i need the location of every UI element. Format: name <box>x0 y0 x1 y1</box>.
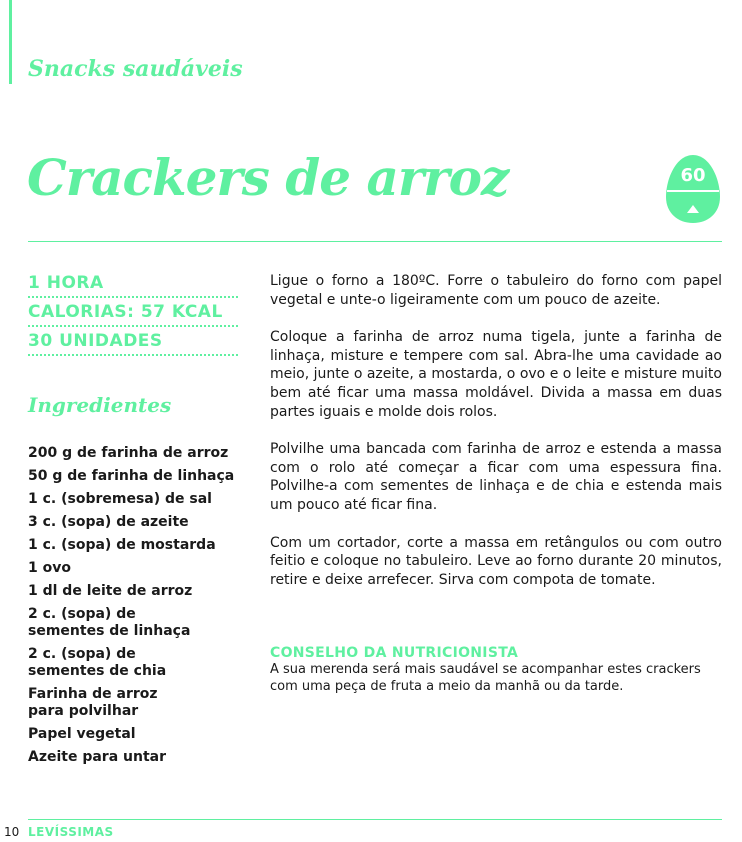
ingredients-list <box>28 445 248 772</box>
ingredient-item: 50 g de farinha de linhaça <box>28 468 235 484</box>
ingredient-item: 200 g de farinha de arroz <box>28 445 229 461</box>
ingredient-item: 1 c. (sobremesa) de sal <box>28 491 212 507</box>
footer-divider <box>28 819 722 820</box>
method-step: Polvilhe uma bancada com farinha de arroz e estenda a massa com o rolo até começar a ficar com uma espessura fina. Polvilhe-a com sementes de linhaça e de chia e estenda mais um pouco até ficar fina. <box>270 441 722 513</box>
section-label: Snacks saudáveis <box>28 56 243 82</box>
tip-text: A sua merenda será mais saudável se acompanhar estes crackers com uma peça de fruta a meio da manhã ou da tarde. <box>270 662 701 694</box>
method-step: Com um cortador, corte a massa em retângulos ou com outro feitio e coloque no tabuleiro. Leve ao forno durante 20 minutos, retire e deixe arrefecer. Sirva com compota de tomate. <box>270 534 722 588</box>
ingredient-item: 2 c. (sopa) de sementes de linhaça <box>28 606 191 639</box>
timer-minutes: 60 <box>680 165 706 186</box>
meta-calories: CALORIAS: 57 KCAL <box>28 302 238 327</box>
ingredient-item: Azeite para untar <box>28 749 167 765</box>
meta-time: 1 HORA <box>28 273 238 298</box>
ingredient-item: 1 dl de leite de arroz <box>28 583 193 599</box>
nutritionist-tip <box>270 645 722 695</box>
method-step: Ligue o forno a 180ºC. Forre o tabuleiro do forno com papel vegetal e unte-o ligeiramente com um pouco de azeite. <box>270 273 722 308</box>
ingredient-item: 3 c. (sopa) de azeite <box>28 514 189 530</box>
ingredient-item: Papel vegetal <box>28 726 136 742</box>
meta-servings: 30 UNIDADES <box>28 331 238 356</box>
ingredient-item: 1 c. (sopa) de mostarda <box>28 537 216 553</box>
recipe-title: Crackers de arroz <box>27 148 509 207</box>
magazine-brand: LEVÍSSIMAS <box>28 825 114 839</box>
ingredient-item: 1 ovo <box>28 560 71 576</box>
egg-timer-icon <box>664 153 722 225</box>
ingredient-item: Farinha de arroz para polvilhar <box>28 686 158 719</box>
ingredient-item: 2 c. (sopa) de sementes de chia <box>28 646 167 679</box>
title-divider <box>28 241 722 242</box>
tip-heading: CONSELHO DA NUTRICIONISTA <box>270 645 519 661</box>
top-accent-rule <box>9 0 12 84</box>
ingredients-heading: Ingredientes <box>28 393 172 417</box>
method-step: Coloque a farinha de arroz numa tigela, junte a farinha de linhaça, misture e tempere com sal. Abra-lhe uma cavidade ao meio, junte o azeite, a mostarda, o ovo e o leite e misture muito bem até ficar uma massa moldável. Divida a massa em duas partes iguais e molde dois rolos. <box>270 329 722 420</box>
page-number: 10 <box>4 825 20 839</box>
method-steps <box>270 272 722 608</box>
